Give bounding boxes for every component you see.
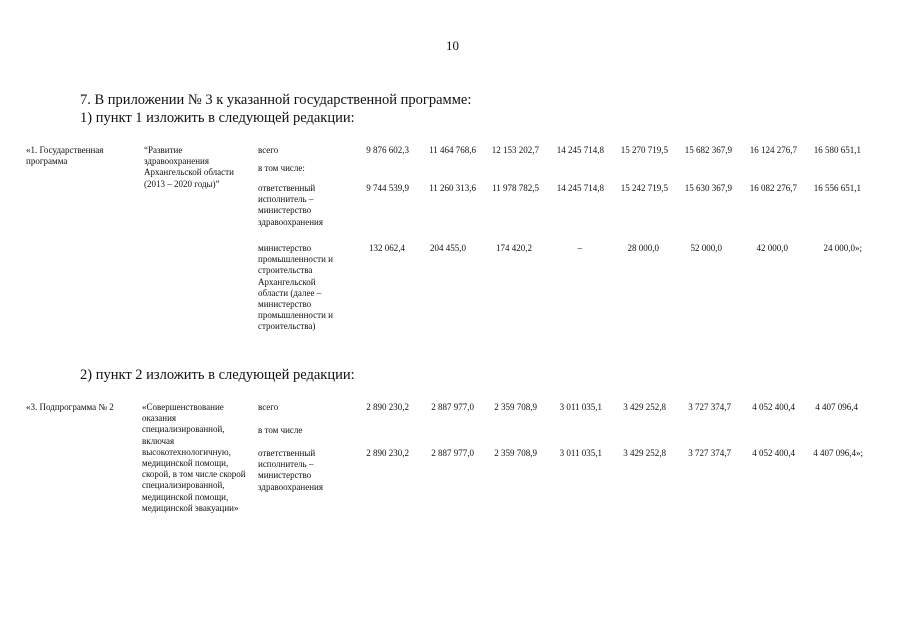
table1-value-cell: 14 245 714,8 bbox=[556, 183, 604, 193]
table2-row-label: ответственный исполнитель – министерство здравоохранения bbox=[258, 448, 324, 492]
table1-value-cell: – bbox=[577, 243, 582, 253]
table2-value-cell: 3 727 374,7 bbox=[688, 448, 731, 458]
table1-value-cell: 15 682 367,9 bbox=[684, 145, 732, 155]
table2-value-cell: 3 727 374,7 bbox=[688, 402, 731, 412]
table1-value-cell: 11 978 782,5 bbox=[492, 183, 539, 193]
table1-row-label: министерство промышленности и строительства Архангельской области (далее – министерство промышленности и строительства) bbox=[258, 243, 333, 332]
table1-value-cell: 11 464 768,6 bbox=[429, 145, 476, 155]
table2-value-cell: 3 429 252,8 bbox=[623, 448, 666, 458]
table2-value-cell: 3 011 035,1 bbox=[559, 448, 602, 458]
table1-value-cell: 16 124 276,7 bbox=[749, 145, 797, 155]
table1-value-cell: 14 245 714,8 bbox=[556, 145, 604, 155]
table2-value-cell: 3 429 252,8 bbox=[623, 402, 666, 412]
table1-value-cell: 15 630 367,9 bbox=[684, 183, 732, 193]
section-heading: 7. В приложении № 3 к указанной государственной программе: bbox=[80, 92, 472, 108]
table1-row-label: в том числе: bbox=[258, 163, 305, 173]
table1-value-cell: 12 153 202,7 bbox=[491, 145, 539, 155]
table1-value-cell: 15 270 719,5 bbox=[620, 145, 668, 155]
table2-value-cell: 4 407 096,4 bbox=[815, 402, 858, 412]
table2-value-cell: 2 359 708,9 bbox=[494, 402, 537, 412]
table2-value-cell: 2 887 977,0 bbox=[431, 448, 474, 458]
table2-row-label: в том числе bbox=[258, 425, 303, 435]
table1-value-cell: 24 000,0»; bbox=[823, 243, 862, 253]
table2-value-cell: 4 052 400,4 bbox=[752, 402, 795, 412]
item1-heading: 1) пункт 1 изложить в следующей редакции: bbox=[80, 110, 355, 126]
table1-value-cell: 52 000,0 bbox=[690, 243, 722, 253]
table1-value-cell: 9 744 539,9 bbox=[366, 183, 409, 193]
item2-heading: 2) пункт 2 изложить в следующей редакции: bbox=[80, 367, 355, 383]
table2-value-cell: 3 011 035,1 bbox=[559, 402, 602, 412]
table2-subprogram-title: «Совершенствование оказания специализированной, включая высокотехнологичную, медицинской помощи, скорой, в том числе скорой специализированной, медицинской помощи, медицинской эвакуации» bbox=[142, 402, 246, 513]
table1-value-cell: 16 556 651,1 bbox=[813, 183, 861, 193]
table1-value-cell: 204 455,0 bbox=[430, 243, 466, 253]
table2-value-cell: 4 052 400,4 bbox=[752, 448, 795, 458]
table2-subprogram-name: «3. Подпрограмма № 2 bbox=[26, 402, 114, 412]
table1-row-label: ответственный исполнитель – министерство здравоохранения bbox=[258, 183, 324, 227]
table2-value-cell: 2 359 708,9 bbox=[494, 448, 537, 458]
page-number: 10 bbox=[446, 38, 459, 53]
table2-value-cell: 2 890 230,2 bbox=[366, 448, 409, 458]
table1-value-cell: 132 062,4 bbox=[369, 243, 405, 253]
table1-value-cell: 16 082 276,7 bbox=[749, 183, 797, 193]
table1-value-cell: 9 876 602,3 bbox=[366, 145, 409, 155]
table2-value-cell: 2 890 230,2 bbox=[366, 402, 409, 412]
table1-value-cell: 28 000,0 bbox=[627, 243, 659, 253]
table2-row-label: всего bbox=[258, 402, 279, 412]
table2-value-cell: 2 887 977,0 bbox=[431, 402, 474, 412]
table1-value-cell: 42 000,0 bbox=[756, 243, 788, 253]
table1-program-title: “Развитие здравоохранения Архангельской области (2013 – 2020 годы)” bbox=[144, 145, 234, 189]
table1-value-cell: 16 580 651,1 bbox=[813, 145, 861, 155]
table1-value-cell: 174 420,2 bbox=[496, 243, 532, 253]
table1-value-cell: 11 260 313,6 bbox=[429, 183, 476, 193]
table1-program-name: «1. Государственная программа bbox=[26, 145, 104, 167]
table1-row-label: всего bbox=[258, 145, 279, 155]
table2-value-cell: 4 407 096,4»; bbox=[813, 448, 863, 458]
table1-value-cell: 15 242 719,5 bbox=[620, 183, 668, 193]
